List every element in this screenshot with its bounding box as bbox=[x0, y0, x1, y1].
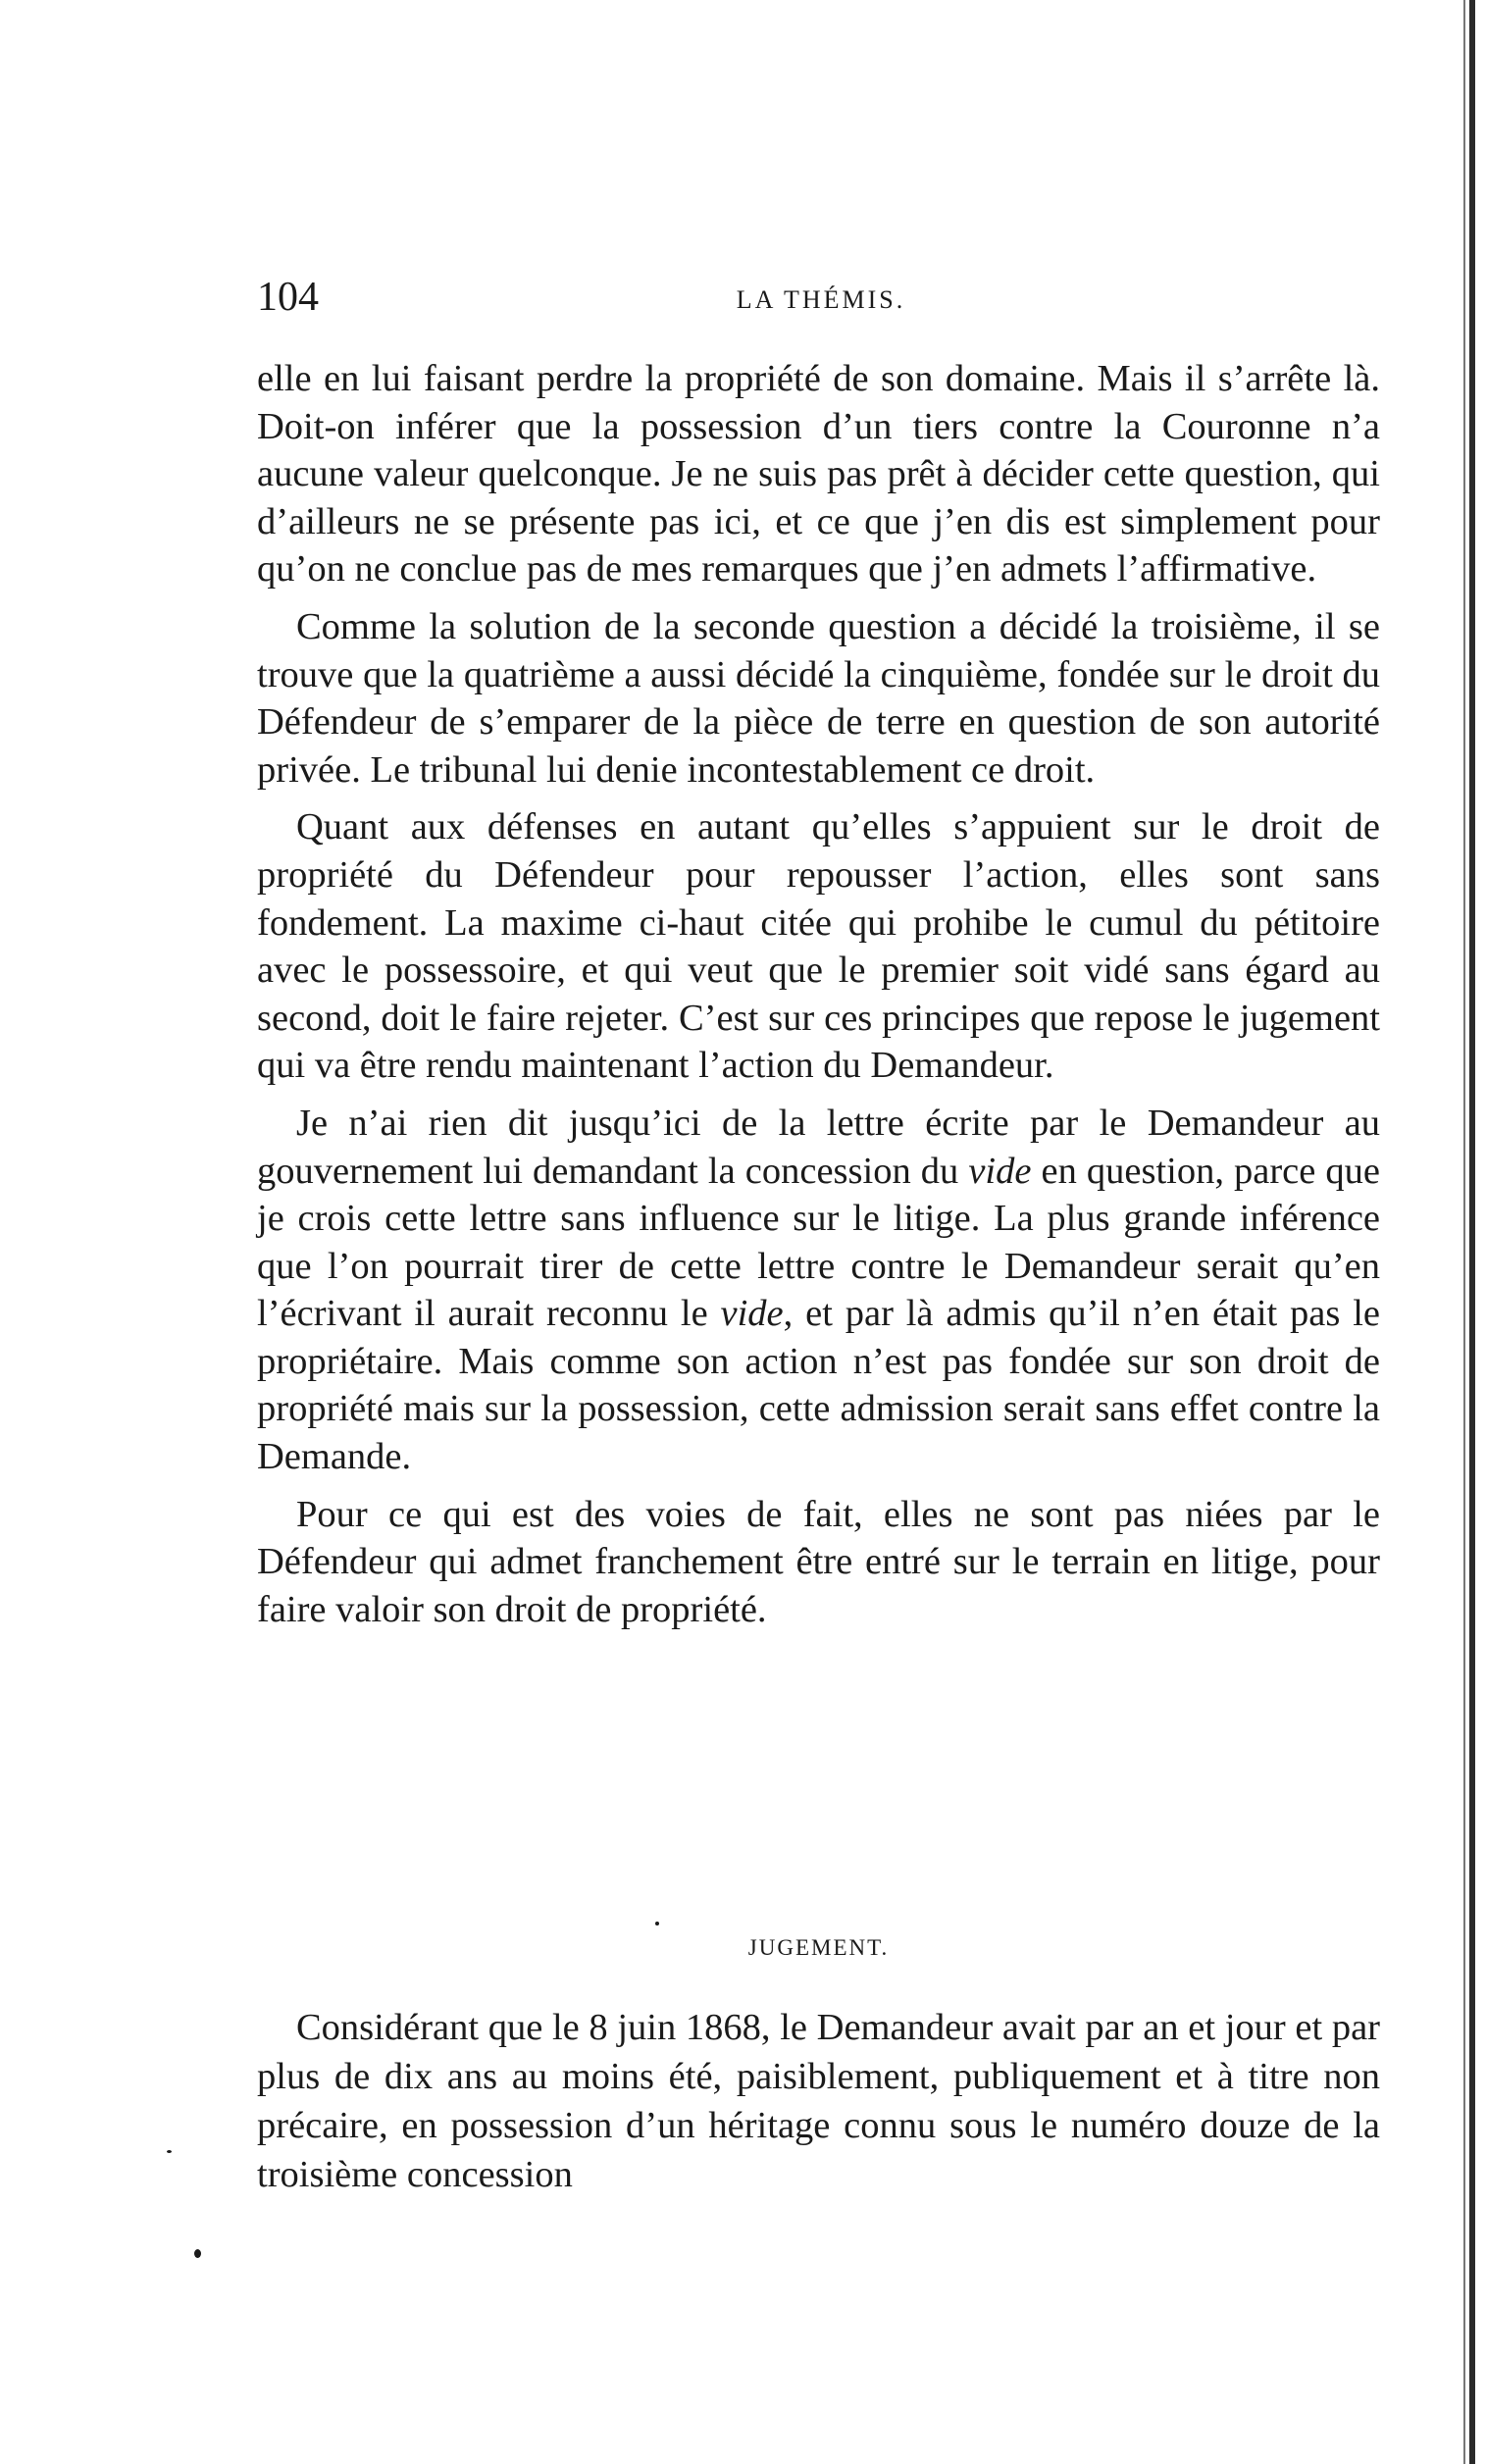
judgment-paragraph: Considérant que le 8 juin 1868, le Demandeur avait par an et jour et par plus de dix ans au moins été, paisiblement, publiquement et à titre non précaire, en possession d’un héritage connu sous le numéro douze de la troisième concession bbox=[257, 2007, 1380, 2195]
paragraph-4-part-2: en question, parce que je crois cette lettre sans influence sur le litige. La plus grande inférence que l’on pourrait tirer de cette lettre contre le Demandeur serait qu’en l’écrivant il aurait reconnu le bbox=[257, 1150, 1380, 1335]
body-text bbox=[257, 355, 1380, 1643]
paragraph-4-part-1: Je n’ai rien dit jusqu’ici de la lettre écrite par le Demandeur au gouvernement lui demandant la concession du bbox=[257, 1102, 1380, 1192]
ink-speck bbox=[655, 1922, 659, 1925]
judgment-text bbox=[257, 2003, 1380, 2209]
ink-speck bbox=[167, 2150, 172, 2153]
section-heading: JUGEMENT. bbox=[747, 1935, 890, 1960]
paragraph-1: elle en lui faisant perdre la propriété de son domaine. Mais il s’arrête là. Doit-on inférer que la possession d’un tiers contre la Couronne n’a aucune valeur quelconque. Je ne suis pas prêt à décider cette question, qui d’ailleurs ne se présente pas ici, et ce que j’en dis est simplement pour qu’on ne conclue pas de mes remarques que j’en admets l’affirmative. bbox=[257, 358, 1380, 590]
page-edge-line bbox=[1463, 0, 1465, 2464]
italic-term-vide: vide bbox=[968, 1150, 1032, 1192]
italic-term-vide-2: vide bbox=[720, 1293, 784, 1335]
paragraph-2: Comme la solution de la seconde question a décidé la troisième, il se trouve que la quatrième a aussi décidé la cinquième, fondée sur le droit du Défendeur de s’emparer de la pièce de terre en question de son autorité privée. Le tribunal lui denie incontestablement ce droit. bbox=[257, 605, 1380, 791]
page-edge-shadow bbox=[1469, 0, 1475, 2464]
running-head: LA THÉMIS. bbox=[736, 285, 906, 314]
paragraph-3: Quant aux défenses en autant qu’elles s’appuient sur le droit de propriété du Défendeur pour repousser l’action, elles sont sans fondement. La maxime ci-haut citée qui prohibe le cumul du pétitoire avec le possessoire, et qui veut que le premier soit vidé sans égard au second, doit le faire rejeter. C’est sur ces principes que repose le jugement qui va être rendu maintenant l’action du Demandeur. bbox=[257, 806, 1380, 1087]
page-header bbox=[257, 273, 1385, 322]
ink-speck bbox=[194, 2249, 201, 2258]
page-number: 104 bbox=[257, 275, 319, 320]
paragraph-5: Pour ce qui est des voies de fait, elles ne sont pas niées par le Défendeur qui admet franchement être entré sur le terrain en litige, pour faire valoir son droit de propriété. bbox=[257, 1493, 1380, 1630]
paragraph-4 bbox=[257, 1100, 1380, 1481]
paragraph-4-part-3: , et par là admis qu’il n’en était pas le propriétaire. Mais comme son action n’est pas fondée sur son droit de propriété mais sur la possession, cette admission serait sans effet contre la Demande. bbox=[257, 1293, 1381, 1478]
